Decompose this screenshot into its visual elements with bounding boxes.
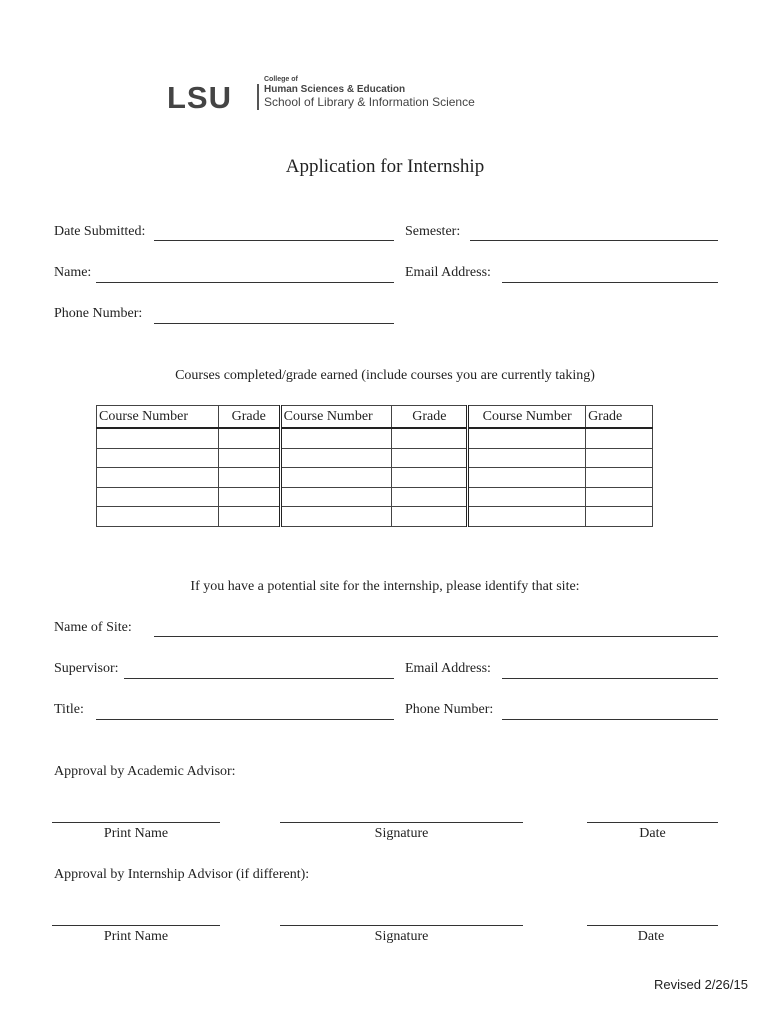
academic-signature-label: Signature: [374, 826, 429, 841]
table-row: [97, 448, 653, 468]
phone-field[interactable]: [154, 323, 394, 324]
course-cell[interactable]: [97, 428, 219, 448]
internship-signature-field[interactable]: [280, 925, 523, 926]
grade-cell[interactable]: [392, 468, 468, 488]
header-course-number-1: Course Number: [97, 406, 219, 429]
internship-signature-label: Signature: [374, 929, 429, 944]
supervisor-field[interactable]: [124, 678, 394, 679]
course-cell[interactable]: [468, 428, 586, 448]
site-title-field[interactable]: [96, 719, 394, 720]
grade-cell[interactable]: [218, 468, 280, 488]
internship-print-name-field[interactable]: [52, 925, 220, 926]
grade-cell[interactable]: [586, 448, 653, 468]
grade-cell[interactable]: [586, 487, 653, 507]
course-cell[interactable]: [468, 507, 586, 527]
grade-cell[interactable]: [218, 487, 280, 507]
grade-cell[interactable]: [392, 448, 468, 468]
grade-cell[interactable]: [218, 507, 280, 527]
logo-divider: [257, 84, 259, 110]
course-cell[interactable]: [468, 487, 586, 507]
grade-cell[interactable]: [218, 448, 280, 468]
site-phone-field[interactable]: [502, 719, 718, 720]
header-course-number-3: Course Number: [468, 406, 586, 429]
grade-cell[interactable]: [392, 487, 468, 507]
site-phone-label: Phone Number:: [405, 702, 494, 717]
name-field[interactable]: [96, 282, 394, 283]
course-cell[interactable]: [468, 448, 586, 468]
course-cell[interactable]: [280, 468, 392, 488]
revised-date: Revised 2/26/15: [654, 977, 748, 992]
internship-approval-heading: Approval by Internship Advisor (if different):: [54, 867, 310, 882]
table-row: [97, 428, 653, 448]
email-label: Email Address:: [405, 265, 491, 280]
date-submitted-label: Date Submitted:: [54, 224, 146, 239]
course-cell[interactable]: [97, 507, 219, 527]
site-name-label: Name of Site:: [54, 620, 132, 635]
courses-instruction: Courses completed/grade earned (include courses you are currently taking): [175, 368, 595, 383]
semester-label: Semester:: [405, 224, 461, 239]
site-title-label: Title:: [54, 702, 84, 717]
grade-cell[interactable]: [586, 507, 653, 527]
course-cell[interactable]: [97, 468, 219, 488]
page-title: Application for Internship: [285, 156, 485, 177]
internship-date-field[interactable]: [587, 925, 718, 926]
course-cell[interactable]: [280, 487, 392, 507]
course-cell[interactable]: [468, 468, 586, 488]
grade-cell[interactable]: [218, 428, 280, 448]
grade-cell[interactable]: [586, 468, 653, 488]
academic-signature-field[interactable]: [280, 822, 523, 823]
internship-print-name-label: Print Name: [103, 929, 169, 944]
lsu-logo-mark: LSU: [167, 80, 232, 115]
course-cell[interactable]: [280, 448, 392, 468]
table-row: [97, 507, 653, 527]
header-grade-2: Grade: [392, 406, 468, 429]
supervisor-label: Supervisor:: [54, 661, 119, 676]
courses-table: [96, 405, 653, 527]
site-email-field[interactable]: [502, 678, 718, 679]
courses-header-row: [97, 406, 653, 429]
course-cell[interactable]: [97, 448, 219, 468]
grade-cell[interactable]: [586, 428, 653, 448]
header-grade-1: Grade: [218, 406, 280, 429]
course-cell[interactable]: [280, 428, 392, 448]
phone-label: Phone Number:: [54, 306, 143, 321]
site-name-field[interactable]: [154, 636, 718, 637]
course-cell[interactable]: [280, 507, 392, 527]
academic-approval-heading: Approval by Academic Advisor:: [54, 764, 236, 779]
table-row: [97, 487, 653, 507]
semester-field[interactable]: [470, 240, 718, 241]
name-label: Name:: [54, 265, 92, 280]
logo-school-name: School of Library & Information Science: [264, 95, 475, 109]
logo-college-of: College of: [264, 76, 298, 83]
site-instruction: If you have a potential site for the internship, please identify that site:: [190, 579, 580, 594]
academic-date-field[interactable]: [587, 822, 718, 823]
grade-cell[interactable]: [392, 428, 468, 448]
email-field[interactable]: [502, 282, 718, 283]
academic-print-name-label: Print Name: [103, 826, 169, 841]
date-submitted-field[interactable]: [154, 240, 394, 241]
header-grade-3: Grade: [586, 406, 653, 429]
table-row: [97, 468, 653, 488]
grade-cell[interactable]: [392, 507, 468, 527]
site-email-label: Email Address:: [405, 661, 491, 676]
header-course-number-2: Course Number: [280, 406, 392, 429]
course-cell[interactable]: [97, 487, 219, 507]
academic-print-name-field[interactable]: [52, 822, 220, 823]
internship-date-label: Date: [637, 929, 665, 944]
academic-date-label: Date: [639, 826, 666, 841]
logo-college-name: Human Sciences & Education: [264, 84, 406, 95]
